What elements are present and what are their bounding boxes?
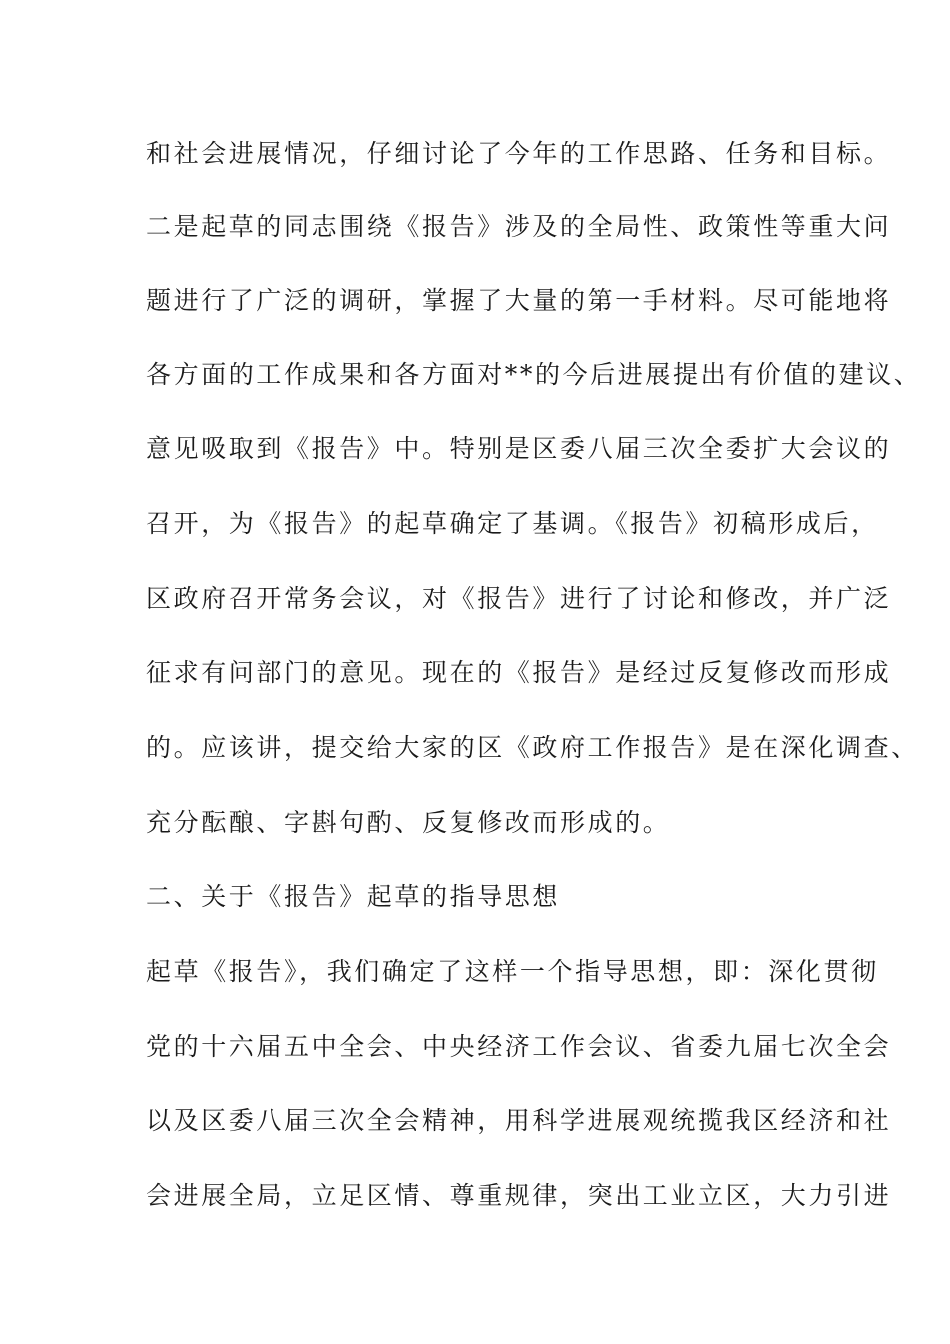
paragraph-line: 起草《报告》，我们确定了这样一个指导思想，即：深化贯彻: [146, 957, 879, 986]
paragraph-line: 二是起草的同志围绕《报告》涉及的全局性、政策性等重大问: [146, 212, 892, 241]
paragraph-line: 党的十六届五中全会、中央经济工作会议、省委九届七次全会: [146, 1032, 892, 1061]
paragraph-line: 题进行了广泛的调研，掌握了大量的第一手材料。尽可能地将: [146, 286, 892, 315]
paragraph-line: 意见吸取到《报告》中。特别是区委八届三次全委扩大会议的: [146, 434, 892, 463]
paragraph-line: 征求有问部门的意见。现在的《报告》是经过反复修改而形成: [146, 658, 892, 687]
paragraph-line: 会进展全局，立足区情、尊重规律，突出工业立区，大力引进: [146, 1181, 892, 1210]
paragraph-line: 以及区委八届三次全会精神，用科学进展观统揽我区经济和社: [146, 1106, 892, 1135]
paragraph-line: 的。应该讲，提交给大家的区《政府工作报告》是在深化调查、: [146, 733, 919, 762]
paragraph-line: 区政府召开常务会议，对《报告》进行了讨论和修改，并广泛: [146, 584, 892, 613]
paragraph-line: 充分酝酿、字斟句酌、反复修改而形成的。: [146, 808, 671, 837]
section-heading: 二、关于《报告》起草的指导思想: [146, 882, 561, 911]
paragraph-line: 和社会进展情况，仔细讨论了今年的工作思路、任务和目标。: [146, 139, 892, 168]
paragraph-line: 各方面的工作成果和各方面对**的今后进展提出有价值的建议、: [146, 360, 922, 389]
paragraph-line: 召开，为《报告》的起草确定了基调。《报告》初稿形成后，: [146, 509, 879, 538]
